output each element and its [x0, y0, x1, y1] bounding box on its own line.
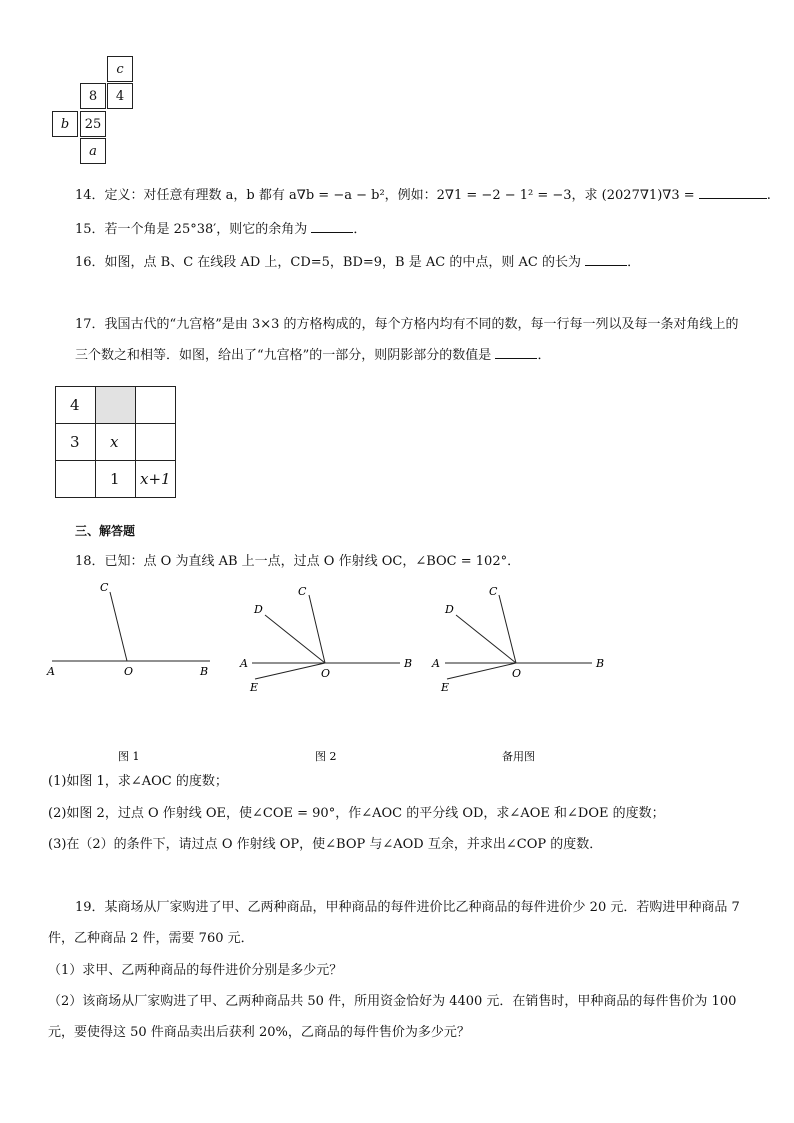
label-c: C — [489, 585, 498, 598]
question-19-line2: 件，乙种商品 2 件，需要 760 元． — [48, 931, 254, 946]
net-cell-a: a — [80, 138, 106, 164]
label-b: B — [404, 657, 413, 670]
figure-backup-caption: 备用图 — [502, 750, 535, 763]
question-17-line2-text: 三个数之和相等．如图，给出了“九宫格”的一部分，则阴影部分的数值是 — [75, 348, 492, 363]
question-17-line1: 17．我国古代的“九宫格”是由 3×3 的方格构成的，每个方格内均有不同的数，每一行每一列以及每一条对角线上的 — [75, 317, 739, 332]
question-16: 16．如图，点 B、C 在线段 AD 上，CD=5，BD=9，B 是 AC 的中点，则 AC 的长为 ． — [75, 255, 641, 270]
question-19-part-2b: 元，要使得这 50 件商品卖出后获利 20%，乙商品的每件售价为多少元？ — [48, 1025, 470, 1040]
grid-cell-shaded — [96, 387, 136, 424]
grid-cell: 3 — [56, 424, 96, 461]
net-cell-25: 25 — [80, 111, 106, 137]
ray-od — [456, 615, 516, 663]
grid-cell: 1 — [96, 461, 136, 498]
question-18-part-1: (1)如图 1，求∠AOC 的度数； — [48, 774, 228, 789]
question-18-part-2: (2)如图 2，过点 O 作射线 OE，使∠COE = 90°，作∠AOC 的平分线 OD，求∠AOE 和∠DOE 的度数； — [48, 806, 665, 821]
label-c: C — [100, 581, 109, 594]
ray-oc — [309, 595, 325, 663]
label-e: E — [250, 681, 259, 694]
label-b: B — [596, 657, 605, 670]
figure-1-caption: 图 1 — [118, 750, 140, 763]
question-18-stem: 18．已知：点 O 为直线 AB 上一点，过点 O 作射线 OC，∠BOC = 102°． — [75, 554, 521, 569]
label-e: E — [441, 681, 450, 694]
question-15-text: 15．若一个角是 25°38′，则它的余角为 — [75, 222, 308, 237]
answer-blank-17[interactable] — [495, 346, 537, 359]
ray-oc — [110, 592, 127, 661]
net-cell-8: 8 — [80, 83, 106, 109]
label-o: O — [321, 667, 331, 680]
question-15: 15．若一个角是 25°38′，则它的余角为 ． — [75, 222, 367, 237]
question-18-part-3: (3)在（2）的条件下，请过点 O 作射线 OP，使∠BOP 与∠AOD 互余，并求出∠COP 的度数． — [48, 837, 603, 852]
label-c: C — [298, 585, 307, 598]
label-o: O — [124, 665, 134, 678]
answer-blank-16[interactable] — [585, 253, 627, 266]
grid-cell — [136, 424, 176, 461]
q18-figures — [0, 575, 794, 775]
net-cell-4: 4 — [107, 83, 133, 109]
label-a: A — [432, 657, 440, 670]
question-17-line2: 三个数之和相等．如图，给出了“九宫格”的一部分，则阴影部分的数值是 ． — [75, 348, 551, 363]
figure-2 — [239, 585, 412, 763]
ray-od — [265, 615, 325, 663]
answer-blank-15[interactable] — [311, 220, 353, 233]
figure-backup — [431, 585, 604, 763]
grid-cell: x+1 — [136, 461, 176, 498]
question-19-line1: 19．某商场从厂家购进了甲、乙两种商品，甲种商品的每件进价比乙种商品的每件进价少 20 元．若购进甲种商品 7 — [75, 900, 740, 915]
ray-oe — [255, 663, 325, 679]
question-14: 14．定义：对任意有理数 a，b 都有 a∇b = −a − b²，例如：2∇1 = −2 − 1² = −3，求 (2027∇1)∇3 = . — [75, 188, 771, 203]
figure-2-caption: 图 2 — [315, 750, 337, 763]
grid-cell — [56, 461, 96, 498]
ray-oc — [499, 595, 516, 663]
grid-cell — [136, 387, 176, 424]
label-b: B — [200, 665, 209, 678]
net-cell-b: b — [52, 111, 78, 137]
question-19-part-1: （1）求甲、乙两种商品的每件进价分别是多少元？ — [48, 963, 343, 978]
figure-1 — [46, 581, 210, 763]
grid-cell: x — [96, 424, 136, 461]
label-d: D — [254, 603, 263, 616]
answer-blank-14[interactable] — [699, 186, 767, 199]
label-o: O — [512, 667, 522, 680]
label-a: A — [240, 657, 248, 670]
net-cell-c: c — [107, 56, 133, 82]
grid-cell: 4 — [56, 387, 96, 424]
question-14-text: 14．定义：对任意有理数 a，b 都有 a∇b = −a − b²，例如：2∇1 = −2 − 1² = −3，求 (2027∇1)∇3 = — [75, 188, 695, 203]
ray-oe — [447, 663, 516, 679]
question-16-text: 16．如图，点 B、C 在线段 AD 上，CD=5，BD=9，B 是 AC 的中点，则 AC 的长为 — [75, 255, 581, 270]
section-heading: 三、解答题 — [75, 524, 136, 538]
label-d: D — [445, 603, 454, 616]
label-a: A — [47, 665, 55, 678]
question-19-part-2a: （2）该商场从厂家购进了甲、乙两种商品共 50 件，所用资金恰好为 4400 元．在销售时，甲种商品的每件售价为 100 — [48, 994, 737, 1009]
nine-square-grid — [55, 386, 176, 498]
